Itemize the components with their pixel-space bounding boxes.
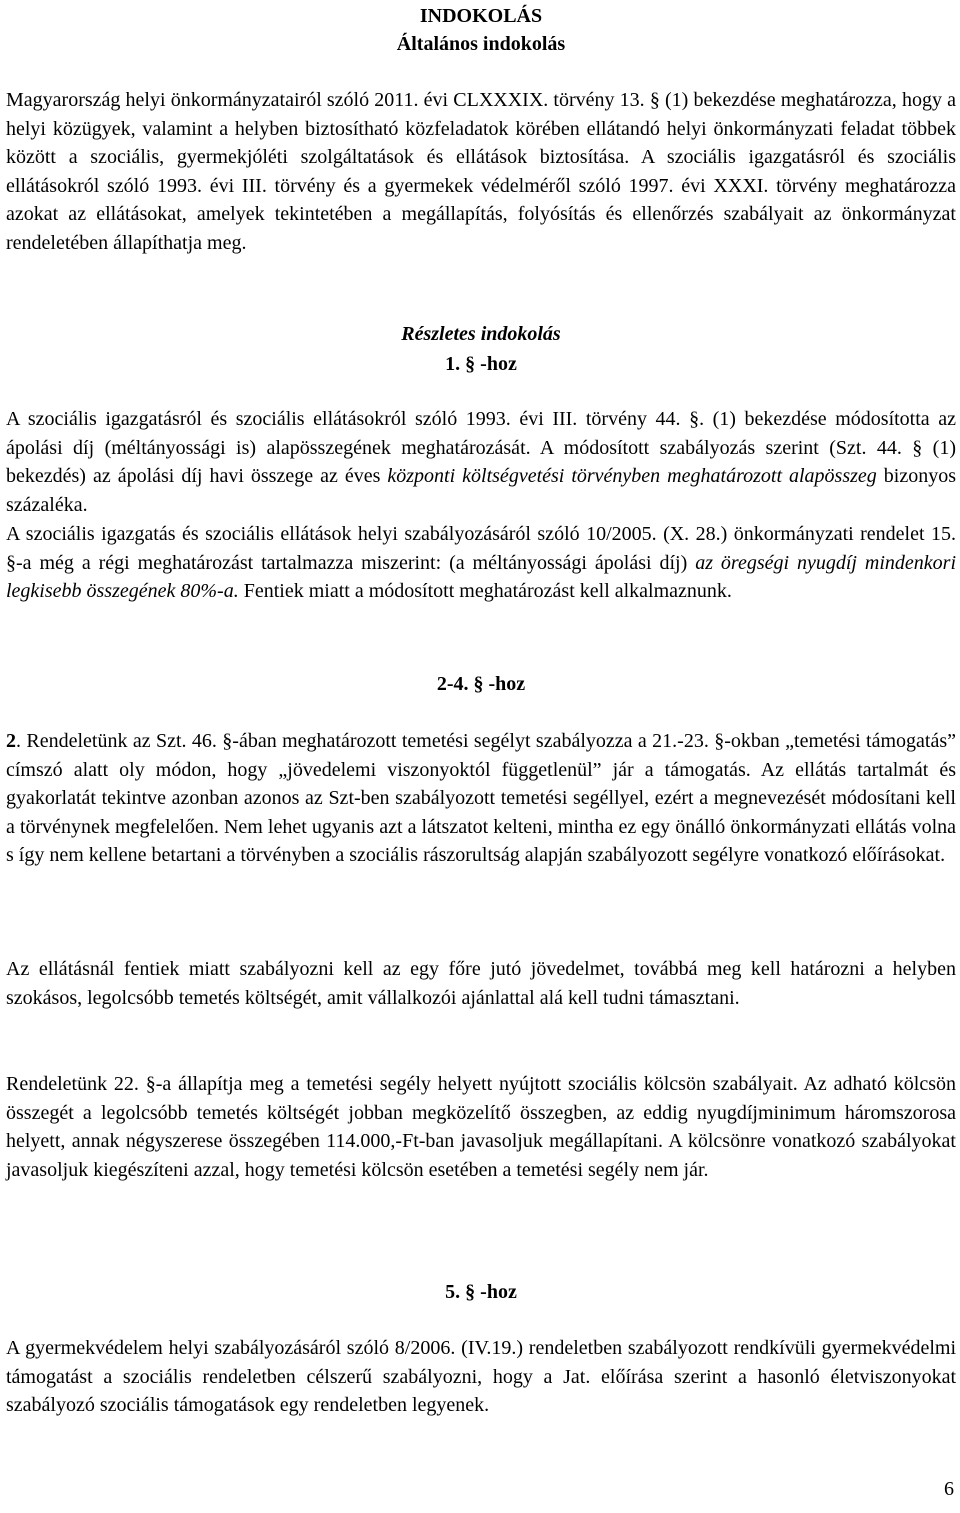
s1-p2-text-b: Fentiek miatt a módosított meghatározást kell alkalmaznunk. (238, 580, 732, 603)
detailed-heading: Részletes indokolás (401, 323, 561, 345)
section-2-heading: 2-4. § -hoz (436, 673, 526, 695)
s1-p1-italic: központi költségvetési törvényben meghatározott alapösszeg (387, 465, 877, 488)
section-2-paragraph-3: Rendeletünk 22. §-a állapítja meg a temetési segély helyett nyújtott szociális kölcsön szabályait. Az adható kölcsön összegét a legolcsóbb temetés költségét jobban megközelítő összegben, az eddig nyugdíjminimum háromszorosa helyett, annak négyszerese összegében 114.000,-Ft-ban javasoljuk megállapítani. A kölcsönre vonatkozó szabályokat javasoljuk kiegészíteni azzal, hogy temetési kölcsön esetében a temetési segély nem jár. (6, 1073, 956, 1181)
section-2-paragraph-2: Az ellátásnál fentiek miatt szabályozni kell az egy főre jutó jövedelmet, továbbá meg kell határozni a helyben szokásos, legolcsóbb temetés költségét, amit vállalkozói ajánlattal alá kell tudni támasztani. (6, 958, 956, 1009)
document-subtitle: Általános indokolás (396, 33, 566, 55)
section-1-paragraph-1 (6, 405, 956, 519)
section-5-paragraph-1: A gyermekvédelem helyi szabályozásáról szóló 8/2006. (IV.19.) rendeletben szabályozott rendkívüli gyermekvédelmi támogatást a szociális rendeletben célszerű szabályozni, hogy a Jat. előírása szerint a hasonló életviszonyokat szabályozó szociális támogatások egy rendeletben legyenek. (6, 1337, 956, 1417)
section-1-heading: 1. § -hoz (445, 353, 517, 375)
s1-p1-text-a: A szociális igazgatásról és szociális ellátásokról szóló 1993. évi III. törvény 44. §. (1) bekezdése módosította az ápolási díj (méltányossági is) alapösszegének meghatározását. A módosított szabályozás szerint (Szt. 44. § (1) bekezdés) az ápolási díj havi összege az éves (6, 408, 956, 488)
s1-p2-italic: az öregségi nyugdíj mindenkori legkisebb összegének 80%-a. (6, 551, 956, 603)
page-number: 6 (944, 1478, 954, 1500)
s1-p1-text-b: bizonyos százaléka. (6, 465, 957, 516)
s2-p1-bold: 2 (6, 730, 16, 752)
s1-p2-text-a: A szociális igazgatás és szociális ellátások helyi szabályozásáról szóló 10/2005. (X. 28.) önkormányzati rendelet 15. §-a még a régi meghatározást tartalmazza miszerint: (a méltányossági ápolási díj) (6, 523, 956, 574)
general-paragraph: Magyarország helyi önkormányzatairól szóló 2011. évi CLXXXIX. törvény 13. § (1) bekezdése meghatározza, hogy a helyi közügyek, valamint a helyben biztosítható közfeladatok körében ellátandó helyi önkormányzati feladat többek között a szociális, gyermekjóléti szolgáltatások és ellátások biztosítása. A szociális igazgatásról és szociális ellátásokról szóló 1993. évi III. törvény és a gyermekek védelméről szóló 1997. évi XXXI. törvény meghatározza azokat az ellátásokat, amelyek tekintetében a megállapítás, folyósítás és ellenőrzés szabályait az önkormányzat rendeletében állapíthatja meg. (6, 89, 956, 254)
section-2-paragraph-1 (6, 727, 956, 870)
section-1-paragraph-2 (6, 520, 956, 606)
document-title: INDOKOLÁS (419, 5, 543, 27)
section-5-heading: 5. § -hoz (445, 1281, 517, 1303)
s2-p1-text: . Rendeletünk az Szt. 46. §-ában meghatározott temetési segélyt szabályozza a 21.-23. §-okban „temetési támogatás” címszó alatt oly módon, hogy „jövedelemi viszonyoktól függetlenül” jár a támogatás. Az ellátás tartalmát és gyakorlatát tekintve azonban azonos az Szt-ben szabályozott temetési segéllyel, ezért a megnevezését módosítani kell a törvénynek megfelelően. Nem lehet ugyanis azt a látszatot kelteni, mintha ez egy önálló önkormányzati ellátás volna s így nem kellene betartani a törvényben a szociális rászorultság alapján szabályozott segélyre vonatkozó előírásokat. (6, 730, 956, 867)
